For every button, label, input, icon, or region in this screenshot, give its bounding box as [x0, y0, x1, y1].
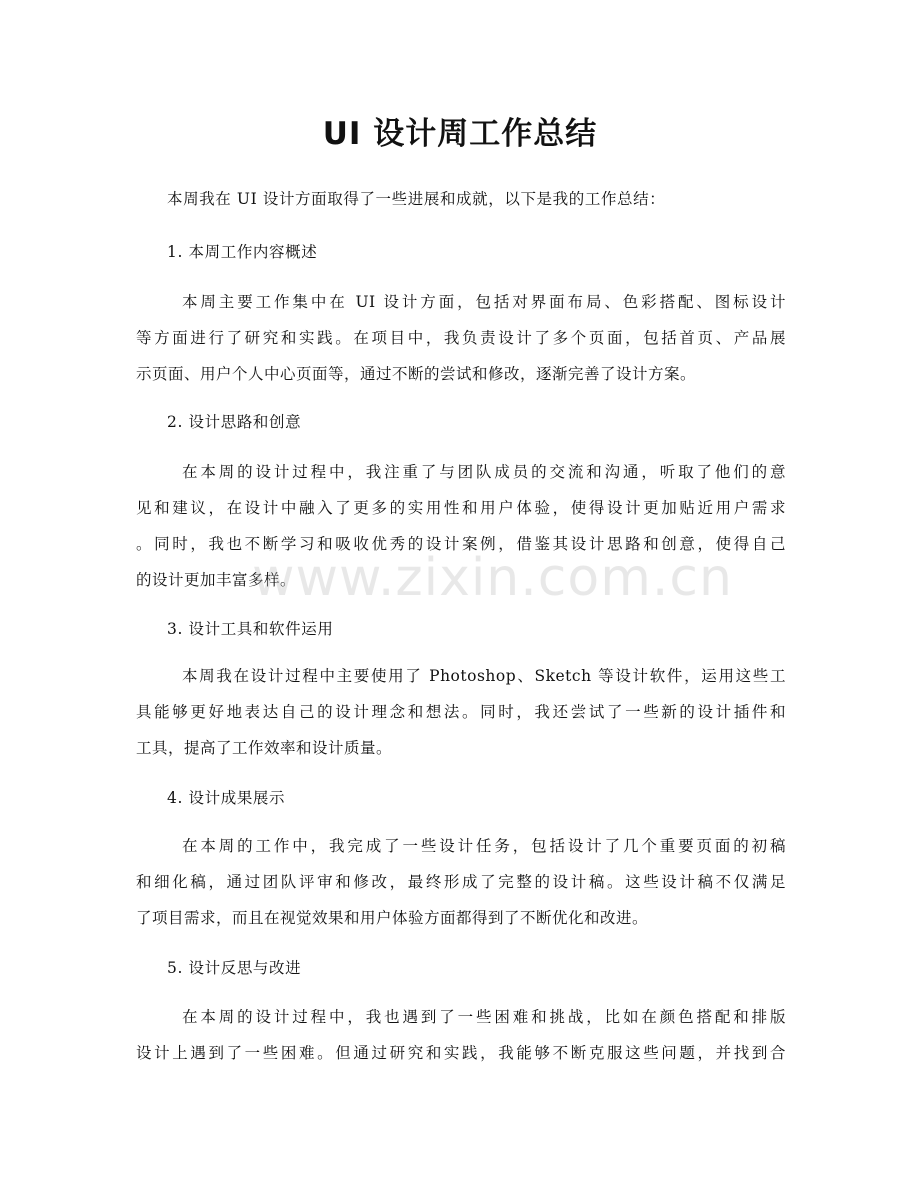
paragraph-line: 了项目需求，而且在视觉效果和用户体验方面都得到了不断优化和改进。: [136, 909, 649, 927]
section-body-3: [136, 658, 786, 766]
section-heading-2: 2. 设计思路和创意: [167, 413, 302, 431]
paragraph-line: 在本周的工作中，我完成了一些设计任务，包括设计了几个重要页面的初稿: [182, 837, 786, 855]
section-body-5: [136, 999, 786, 1071]
page-title: UI 设计周工作总结: [322, 116, 598, 152]
paragraph-line: 和细化稿，通过团队评审和修改，最终形成了完整的设计稿。这些设计稿不仅满足: [136, 873, 786, 891]
paragraph-line: 本周我在设计过程中主要使用了 Photoshop、Sketch 等设计软件，运用这些工: [182, 667, 786, 685]
section-heading-3: 3. 设计工具和软件运用: [167, 620, 334, 638]
section-body-4: [136, 828, 786, 936]
section-heading-1: 1. 本周工作内容概述: [167, 243, 318, 261]
paragraph-line: 本周主要工作集中在 UI 设计方面，包括对界面布局、色彩搭配、图标设计: [182, 293, 786, 311]
paragraph-line: 设计上遇到了一些困难。但通过研究和实践，我能够不断克服这些问题，并找到合: [136, 1044, 786, 1062]
section-heading-5: 5. 设计反思与改进: [167, 959, 302, 977]
paragraph-line: 在本周的设计过程中，我也遇到了一些困难和挑战，比如在颜色搭配和排版: [182, 1008, 786, 1026]
paragraph-line: 。同时，我也不断学习和吸收优秀的设计案例，借鉴其设计思路和创意，使得自己: [136, 535, 786, 553]
paragraph-line: 的设计更加丰富多样。: [136, 571, 297, 589]
watermark: www.zixin.com.cn: [252, 548, 733, 608]
section-body-1: [136, 284, 786, 392]
paragraph-line: 在本周的设计过程中，我注重了与团队成员的交流和沟通，听取了他们的意: [182, 463, 786, 481]
paragraph-line: 工具，提高了工作效率和设计质量。: [136, 739, 393, 757]
paragraph-line: 示页面、用户个人中心页面等，通过不断的尝试和修改，逐渐完善了设计方案。: [136, 365, 697, 383]
paragraph-line: 等方面进行了研究和实践。在项目中，我负责设计了多个页面，包括首页、产品展: [136, 329, 786, 347]
paragraph-line: 具能够更好地表达自己的设计理念和想法。同时，我还尝试了一些新的设计插件和: [136, 703, 786, 721]
intro-paragraph: 本周我在 UI 设计方面取得了一些进展和成就，以下是我的工作总结：: [167, 190, 666, 208]
section-heading-4: 4. 设计成果展示: [167, 789, 286, 807]
paragraph-line: 见和建议，在设计中融入了更多的实用性和用户体验，使得设计更加贴近用户需求: [136, 499, 786, 517]
